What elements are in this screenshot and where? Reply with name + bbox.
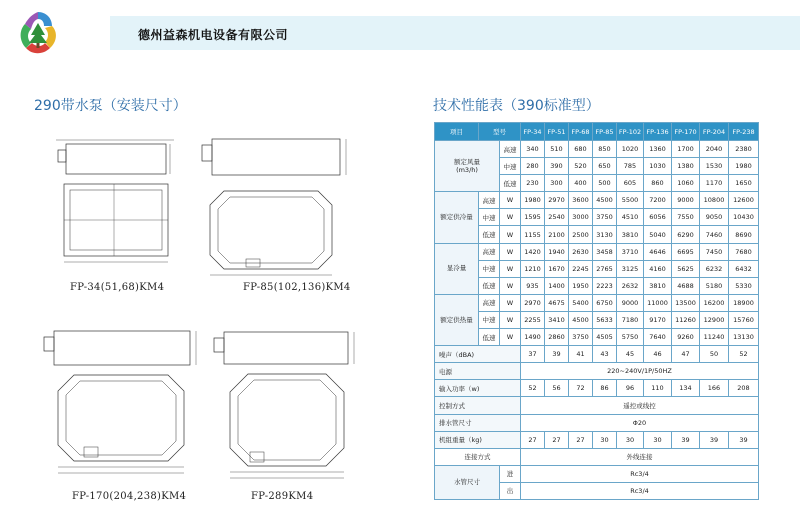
table-cell: 1030 — [644, 158, 672, 175]
table-cell: 11000 — [644, 294, 672, 311]
table-cell: 2630 — [569, 243, 593, 260]
table-row — [435, 260, 759, 277]
table-cell: 2765 — [593, 260, 617, 277]
table-cell: 4500 — [593, 192, 617, 209]
table-cell: 39 — [672, 431, 700, 448]
table-cell: 7550 — [672, 209, 700, 226]
table-row — [435, 141, 759, 158]
table-cell: 1530 — [700, 158, 729, 175]
table-cell: 2632 — [617, 277, 644, 294]
table-cell: 30 — [617, 431, 644, 448]
table-cell: 3130 — [593, 226, 617, 243]
pipe-in-value: Rc3/4 — [521, 465, 759, 482]
control-label: 控制方式 — [435, 397, 521, 414]
install-dimensions-title: 290带水泵（安装尺寸） — [34, 98, 187, 114]
table-row — [435, 243, 759, 260]
table-cell: 1490 — [521, 329, 545, 346]
drain-value: Φ20 — [521, 414, 759, 431]
table-cell: 1650 — [729, 175, 759, 192]
table-cell: 2255 — [521, 311, 545, 328]
table-cell: 785 — [617, 158, 644, 175]
model-cell: FP-102 — [617, 123, 644, 141]
table-cell: 9000 — [672, 192, 700, 209]
table-cell: 2860 — [545, 329, 569, 346]
table-cell: 4500 — [569, 311, 593, 328]
noise-label: 噪声（dBA) — [435, 346, 521, 363]
table-cell: 47 — [672, 346, 700, 363]
table-cell: 3710 — [617, 243, 644, 260]
table-cell: 11260 — [672, 311, 700, 328]
table-cell: 27 — [569, 431, 593, 448]
speed-label: 低速 — [479, 329, 500, 346]
table-cell: 1420 — [521, 243, 545, 260]
header-item: 项目 — [435, 123, 479, 141]
unit-cell: W — [500, 294, 521, 311]
table-cell: 4688 — [672, 277, 700, 294]
table-cell: 5180 — [700, 277, 729, 294]
control-value: 遥控或线控 — [521, 397, 759, 414]
table-cell: 45 — [617, 346, 644, 363]
table-cell: 39 — [700, 431, 729, 448]
table-cell: 13500 — [672, 294, 700, 311]
table-cell: 850 — [593, 141, 617, 158]
fp34-drawing — [56, 136, 176, 274]
table-row — [435, 397, 759, 414]
fp170-drawing — [40, 323, 200, 483]
table-cell: 7640 — [644, 329, 672, 346]
table-cell: 6290 — [672, 226, 700, 243]
table-cell: 935 — [521, 277, 545, 294]
table-cell: 2245 — [569, 260, 593, 277]
performance-table-title: 技术性能表（390标准型） — [433, 98, 600, 114]
caption-fp34: FP-34(51,68)KM4 — [70, 282, 165, 293]
table-row — [435, 329, 759, 346]
speed-label: 中速 — [500, 158, 521, 175]
table-cell: 56 — [545, 380, 569, 397]
table-cell: 30 — [593, 431, 617, 448]
unit-cell: W — [500, 226, 521, 243]
table-cell: 1595 — [521, 209, 545, 226]
table-cell: 280 — [521, 158, 545, 175]
table-cell: 16200 — [700, 294, 729, 311]
table-cell: 1060 — [672, 175, 700, 192]
table-cell: 52 — [729, 346, 759, 363]
power-value: 220~240V/1P/50HZ — [521, 363, 759, 380]
model-cell: FP-34 — [521, 123, 545, 141]
table-row — [435, 448, 759, 465]
table-cell: 2970 — [521, 294, 545, 311]
company-name: 德州益森机电设备有限公司 — [138, 28, 289, 42]
table-cell: 46 — [644, 346, 672, 363]
table-cell: 39 — [729, 431, 759, 448]
table-row — [435, 346, 759, 363]
model-cell: FP-51 — [545, 123, 569, 141]
table-cell: 1170 — [700, 175, 729, 192]
table-row — [435, 465, 759, 482]
table-cell: 13130 — [729, 329, 759, 346]
fp289-drawing — [210, 326, 360, 482]
table-cell: 5633 — [593, 311, 617, 328]
speed-label: 高速 — [479, 192, 500, 209]
table-cell: 208 — [729, 380, 759, 397]
table-cell: 1210 — [521, 260, 545, 277]
table-cell: 166 — [700, 380, 729, 397]
speed-label: 低速 — [479, 226, 500, 243]
header-model: 型号 — [479, 123, 521, 141]
caption-fp289: FP-289KM4 — [251, 491, 314, 502]
table-cell: 134 — [672, 380, 700, 397]
table-cell: 27 — [521, 431, 545, 448]
table-cell: 10800 — [700, 192, 729, 209]
table-cell: 1950 — [569, 277, 593, 294]
table-cell: 12600 — [729, 192, 759, 209]
model-cell: FP-238 — [729, 123, 759, 141]
table-cell: 4505 — [593, 329, 617, 346]
drain-label: 排水管尺寸 — [435, 414, 521, 431]
speed-label: 低速 — [479, 277, 500, 294]
pipe-in-label: 进 — [500, 465, 521, 482]
table-cell: 1020 — [617, 141, 644, 158]
table-cell: 3750 — [569, 329, 593, 346]
table-cell: 2223 — [593, 277, 617, 294]
table-row — [435, 311, 759, 328]
caption-fp85: FP-85(102,136)KM4 — [243, 282, 351, 293]
table-cell: 340 — [521, 141, 545, 158]
table-cell: 230 — [521, 175, 545, 192]
table-cell: 2040 — [700, 141, 729, 158]
fp85-drawing — [200, 133, 350, 279]
table-cell: 86 — [593, 380, 617, 397]
table-cell: 3810 — [617, 226, 644, 243]
table-cell: 3810 — [644, 277, 672, 294]
table-cell: 18900 — [729, 294, 759, 311]
table-cell: 4510 — [617, 209, 644, 226]
cooling-label: 额定供冷量 — [435, 192, 479, 243]
table-row — [435, 380, 759, 397]
table-cell: 3125 — [617, 260, 644, 277]
model-cell: FP-204 — [700, 123, 729, 141]
table-cell: 10430 — [729, 209, 759, 226]
table-cell: 1380 — [672, 158, 700, 175]
table-cell: 6432 — [729, 260, 759, 277]
model-cell: FP-136 — [644, 123, 672, 141]
table-cell: 27 — [545, 431, 569, 448]
table-cell: 50 — [700, 346, 729, 363]
table-cell: 3000 — [569, 209, 593, 226]
table-cell: 6695 — [672, 243, 700, 260]
table-cell: 1670 — [545, 260, 569, 277]
table-cell: 1700 — [672, 141, 700, 158]
table-row — [435, 414, 759, 431]
table-cell: 3750 — [593, 209, 617, 226]
unit-cell: W — [500, 192, 521, 209]
table-cell: 6232 — [700, 260, 729, 277]
table-cell: 3458 — [593, 243, 617, 260]
table-cell: 520 — [569, 158, 593, 175]
table-cell: 5330 — [729, 277, 759, 294]
table-cell: 1940 — [545, 243, 569, 260]
model-cell: FP-68 — [569, 123, 593, 141]
table-cell: 9170 — [644, 311, 672, 328]
table-cell: 390 — [545, 158, 569, 175]
model-cell: FP-85 — [593, 123, 617, 141]
table-cell: 3600 — [569, 192, 593, 209]
unit-cell: W — [500, 311, 521, 328]
table-cell: 12900 — [700, 311, 729, 328]
table-cell: 7180 — [617, 311, 644, 328]
table-cell: 15760 — [729, 311, 759, 328]
table-cell: 9260 — [672, 329, 700, 346]
table-cell: 9000 — [617, 294, 644, 311]
table-row — [435, 294, 759, 311]
table-cell: 7460 — [700, 226, 729, 243]
table-cell: 2970 — [545, 192, 569, 209]
table-row — [435, 209, 759, 226]
connection-value: 外线连接 — [521, 448, 759, 465]
unit-cell: W — [500, 243, 521, 260]
speed-label: 低速 — [500, 175, 521, 192]
table-cell: 1155 — [521, 226, 545, 243]
table-cell: 6750 — [593, 294, 617, 311]
table-cell: 5750 — [617, 329, 644, 346]
table-cell: 9050 — [700, 209, 729, 226]
table-cell: 650 — [593, 158, 617, 175]
table-cell: 5625 — [672, 260, 700, 277]
table-row — [435, 277, 759, 294]
table-cell: 680 — [569, 141, 593, 158]
table-cell: 2500 — [569, 226, 593, 243]
table-cell: 7200 — [644, 192, 672, 209]
table-cell: 110 — [644, 380, 672, 397]
table-cell: 8690 — [729, 226, 759, 243]
table-cell: 1360 — [644, 141, 672, 158]
table-cell: 37 — [521, 346, 545, 363]
heating-label: 额定供热量 — [435, 294, 479, 345]
table-cell: 1400 — [545, 277, 569, 294]
table-row — [435, 226, 759, 243]
speed-label: 中速 — [479, 209, 500, 226]
table-cell: 3410 — [545, 311, 569, 328]
table-cell: 4646 — [644, 243, 672, 260]
model-cell: FP-170 — [672, 123, 700, 141]
weight-label: 机组重量（kg) — [435, 431, 521, 448]
table-cell: 72 — [569, 380, 593, 397]
table-header-row — [435, 123, 759, 141]
table-cell: 7680 — [729, 243, 759, 260]
water-pipe-label: 水管尺寸 — [435, 465, 500, 499]
performance-table — [434, 122, 759, 500]
power-label: 电源 — [435, 363, 521, 380]
sensible-label: 显冷量 — [435, 243, 479, 294]
table-cell: 605 — [617, 175, 644, 192]
table-cell: 39 — [545, 346, 569, 363]
table-row — [435, 192, 759, 209]
caption-fp170: FP-170(204,238)KM4 — [72, 491, 187, 502]
speed-label: 中速 — [479, 311, 500, 328]
table-cell: 6056 — [644, 209, 672, 226]
unit-cell: W — [500, 329, 521, 346]
table-cell: 4160 — [644, 260, 672, 277]
table-cell: 1980 — [521, 192, 545, 209]
air-flow-label: 额定风量 (m3/h) — [435, 141, 500, 192]
table-cell: 5040 — [644, 226, 672, 243]
speed-label: 中速 — [479, 260, 500, 277]
table-cell: 500 — [593, 175, 617, 192]
unit-cell: W — [500, 209, 521, 226]
table-cell: 2100 — [545, 226, 569, 243]
table-cell: 7450 — [700, 243, 729, 260]
input-power-label: 输入功率（w) — [435, 380, 521, 397]
speed-label: 高速 — [500, 141, 521, 158]
table-cell: 96 — [617, 380, 644, 397]
table-cell: 510 — [545, 141, 569, 158]
table-row — [435, 431, 759, 448]
table-cell: 400 — [569, 175, 593, 192]
table-cell: 2380 — [729, 141, 759, 158]
speed-label: 高速 — [479, 294, 500, 311]
table-cell: 52 — [521, 380, 545, 397]
table-cell: 2540 — [545, 209, 569, 226]
unit-cell: W — [500, 277, 521, 294]
table-cell: 4675 — [545, 294, 569, 311]
page-header — [0, 0, 800, 68]
table-cell: 11240 — [700, 329, 729, 346]
table-cell: 300 — [545, 175, 569, 192]
table-cell: 5500 — [617, 192, 644, 209]
connection-label: 连接方式 — [435, 448, 521, 465]
table-cell: 5400 — [569, 294, 593, 311]
company-logo — [12, 8, 64, 60]
speed-label: 高速 — [479, 243, 500, 260]
table-cell: 30 — [644, 431, 672, 448]
table-cell: 43 — [593, 346, 617, 363]
table-cell: 860 — [644, 175, 672, 192]
pipe-out-label: 出 — [500, 482, 521, 499]
pipe-out-value: Rc3/4 — [521, 482, 759, 499]
table-cell: 1980 — [729, 158, 759, 175]
table-cell: 41 — [569, 346, 593, 363]
unit-cell: W — [500, 260, 521, 277]
table-row — [435, 363, 759, 380]
